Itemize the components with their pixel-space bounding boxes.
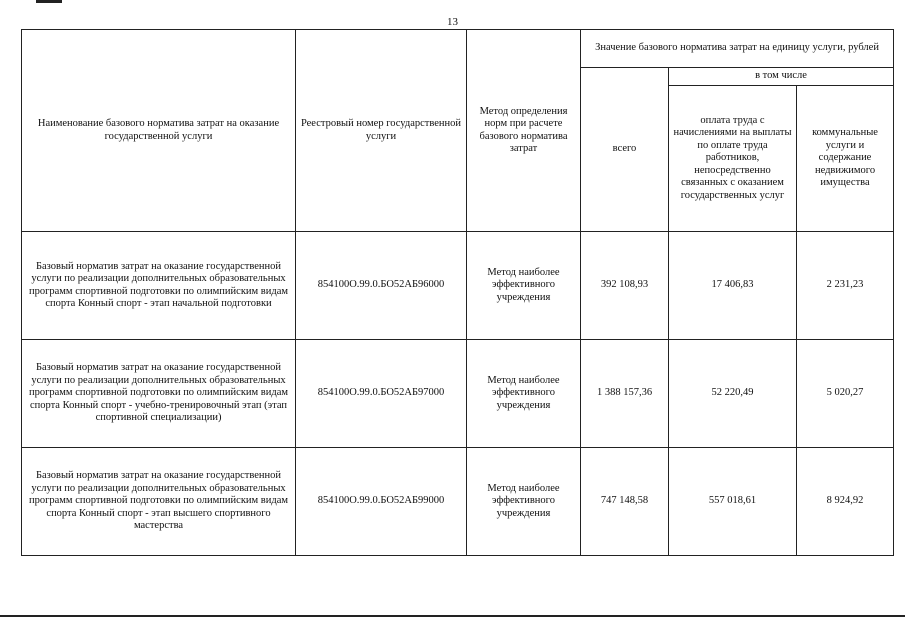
- header-labor: оплата труда с начислениями на выплаты по оплате труда работников, непосредственно связанных с оказанием государственных услуг: [669, 86, 797, 232]
- cell-labor: 17 406,83: [669, 232, 797, 340]
- cell-method: Метод наиболее эффективного учреждения: [467, 448, 581, 556]
- top-edge-mark: [36, 0, 62, 3]
- table-row: [22, 340, 894, 448]
- header-including: в том числе: [669, 68, 894, 86]
- header-method: Метод определения норм при расчете базового норматива затрат: [467, 30, 581, 232]
- page-number: 13: [447, 16, 458, 28]
- cell-utilities: 5 020,27: [797, 340, 894, 448]
- cell-name: Базовый норматив затрат на оказание государственной услуги по реализации дополнительных образовательных программ спортивной подготовки по олимпийским видам спорта Конный спорт - этап высшего спортивного мастерства: [22, 448, 296, 556]
- cell-registry: 854100О.99.0.БО52АБ96000: [296, 232, 467, 340]
- bottom-rule: [0, 615, 905, 617]
- cell-method: Метод наиболее эффективного учреждения: [467, 340, 581, 448]
- table-row: [22, 232, 894, 340]
- header-name: Наименование базового норматива затрат на оказание государственной услуги: [22, 30, 296, 232]
- cell-method: Метод наиболее эффективного учреждения: [467, 232, 581, 340]
- cell-utilities: 2 231,23: [797, 232, 894, 340]
- cell-name: Базовый норматив затрат на оказание государственной услуги по реализации дополнительных образовательных программ спортивной подготовки по олимпийским видам спорта Конный спорт - учебно-тренировочный этап (этап спортивной специализации): [22, 340, 296, 448]
- header-utilities: коммунальные услуги и содержание недвижимого имущества: [797, 86, 894, 232]
- cell-name: Базовый норматив затрат на оказание государственной услуги по реализации дополнительных образовательных программ спортивной подготовки по олимпийским видам спорта Конный спорт - этап начальной подготовки: [22, 232, 296, 340]
- header-total: всего: [581, 68, 669, 232]
- cell-labor: 52 220,49: [669, 340, 797, 448]
- header-row-main: [22, 30, 894, 68]
- header-registry: Реестровый номер государственной услуги: [296, 30, 467, 232]
- cell-utilities: 8 924,92: [797, 448, 894, 556]
- table-row: [22, 448, 894, 556]
- header-value-group: Значение базового норматива затрат на единицу услуги, рублей: [581, 30, 894, 68]
- cost-norms-table: [21, 29, 894, 556]
- cell-registry: 854100О.99.0.БО52АБ99000: [296, 448, 467, 556]
- cell-total: 747 148,58: [581, 448, 669, 556]
- cell-registry: 854100О.99.0.БО52АБ97000: [296, 340, 467, 448]
- cell-total: 392 108,93: [581, 232, 669, 340]
- cell-labor: 557 018,61: [669, 448, 797, 556]
- cell-total: 1 388 157,36: [581, 340, 669, 448]
